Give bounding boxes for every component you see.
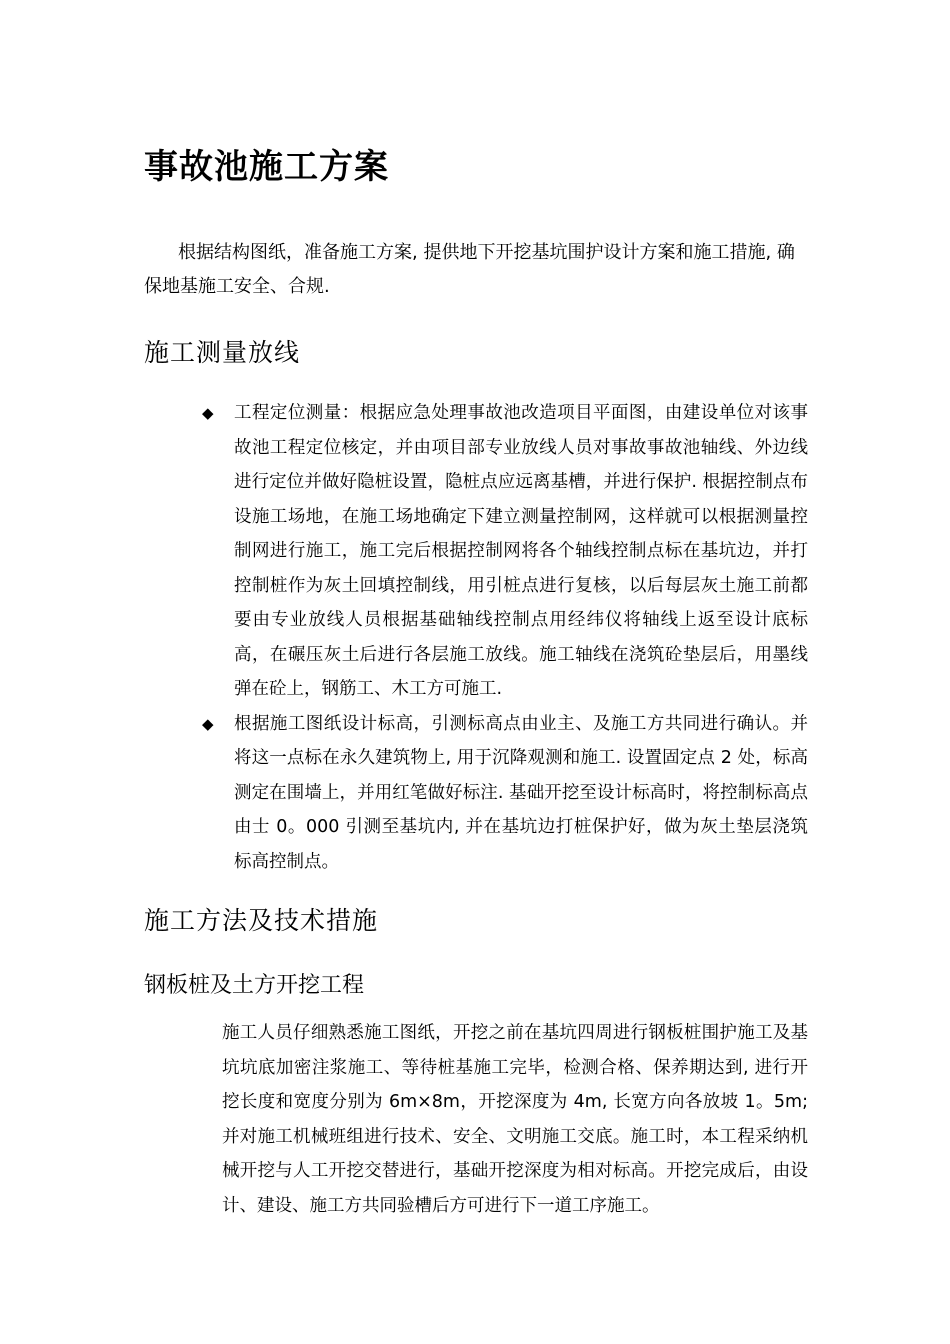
document-title: 事故池施工方案 — [144, 147, 389, 187]
section-heading-methods: 施工方法及技术措施 — [144, 906, 379, 935]
excavation-paragraph: 施工人员仔细熟悉施工图纸，开挖之前在基坑四周进行钢板桩围护施工及基坑坑底加密注浆施工、等待桩基施工完毕，检测合格、保养期达到, 进行开挖长度和宽度分别为 6m×8m，开挖深度为 4m, 长宽方向各放坡 1。5m;并对施工机械班组进行技术、安全、文明施工交底。施工时，本工程采纳机械开挖与人工开挖交替进行，基础开挖深度为相对标高。开挖完成后，由设计、建设、施工方共同验槽后方可进行下一道工序施工。 — [222, 1023, 808, 1216]
diamond-bullet-icon: ◆ — [202, 404, 214, 422]
bullet-text: 工程定位测量：根据应急处理事故池改造项目平面图，由建设单位对该事故池工程定位核定，并由项目部专业放线人员对事故事故池轴线、外边线进行定位并做好隐桩设置，隐桩点应远离基槽，并进行保护. 根据控制点布设施工场地，在施工场地确定下建立测量控制网，这样就可以根据测量控制网进行施工，施工完后根据控制网将各个轴线控制点标在基坑边，并打控制桩作为灰土回填控制线，用引桩点进行复核，以后每层灰土施工前都要由专业放线人员根据基础轴线控制点用经纬仪将轴线上返至设计底标高，在碾压灰土后进行各层施工放线。施工轴线在浇筑砼垫层后，用墨线弹在砼上，钢筋工、木工方可施工. — [234, 403, 808, 699]
diamond-bullet-icon: ◆ — [202, 714, 214, 733]
survey-bullet-list — [200, 396, 808, 879]
section-heading-survey: 施工测量放线 — [144, 338, 301, 367]
bullet-text: 根据施工图纸设计标高，引测标高点由业主、及施工方共同进行确认。并将这一点标在永久建筑物上, 用于沉降观测和施工. 设置固定点 2 处，标高测定在围墙上，并用红笔做好标注. 基础开挖至设计标高时，将控制标高点由士 0。000 引测至基坑内, 并在基坑边打桩保护好，做为灰土垫层浇筑标高控制点。 — [234, 713, 808, 872]
bullet-item — [200, 707, 808, 880]
intro-paragraph: 根据结构图纸，准备施工方案, 提供地下开挖基坑围护设计方案和施工措施, 确保地基施工安全、合规. — [144, 242, 795, 297]
bullet-item — [200, 396, 808, 707]
subsection-heading-excavation: 钢板桩及土方开挖工程 — [144, 973, 365, 998]
